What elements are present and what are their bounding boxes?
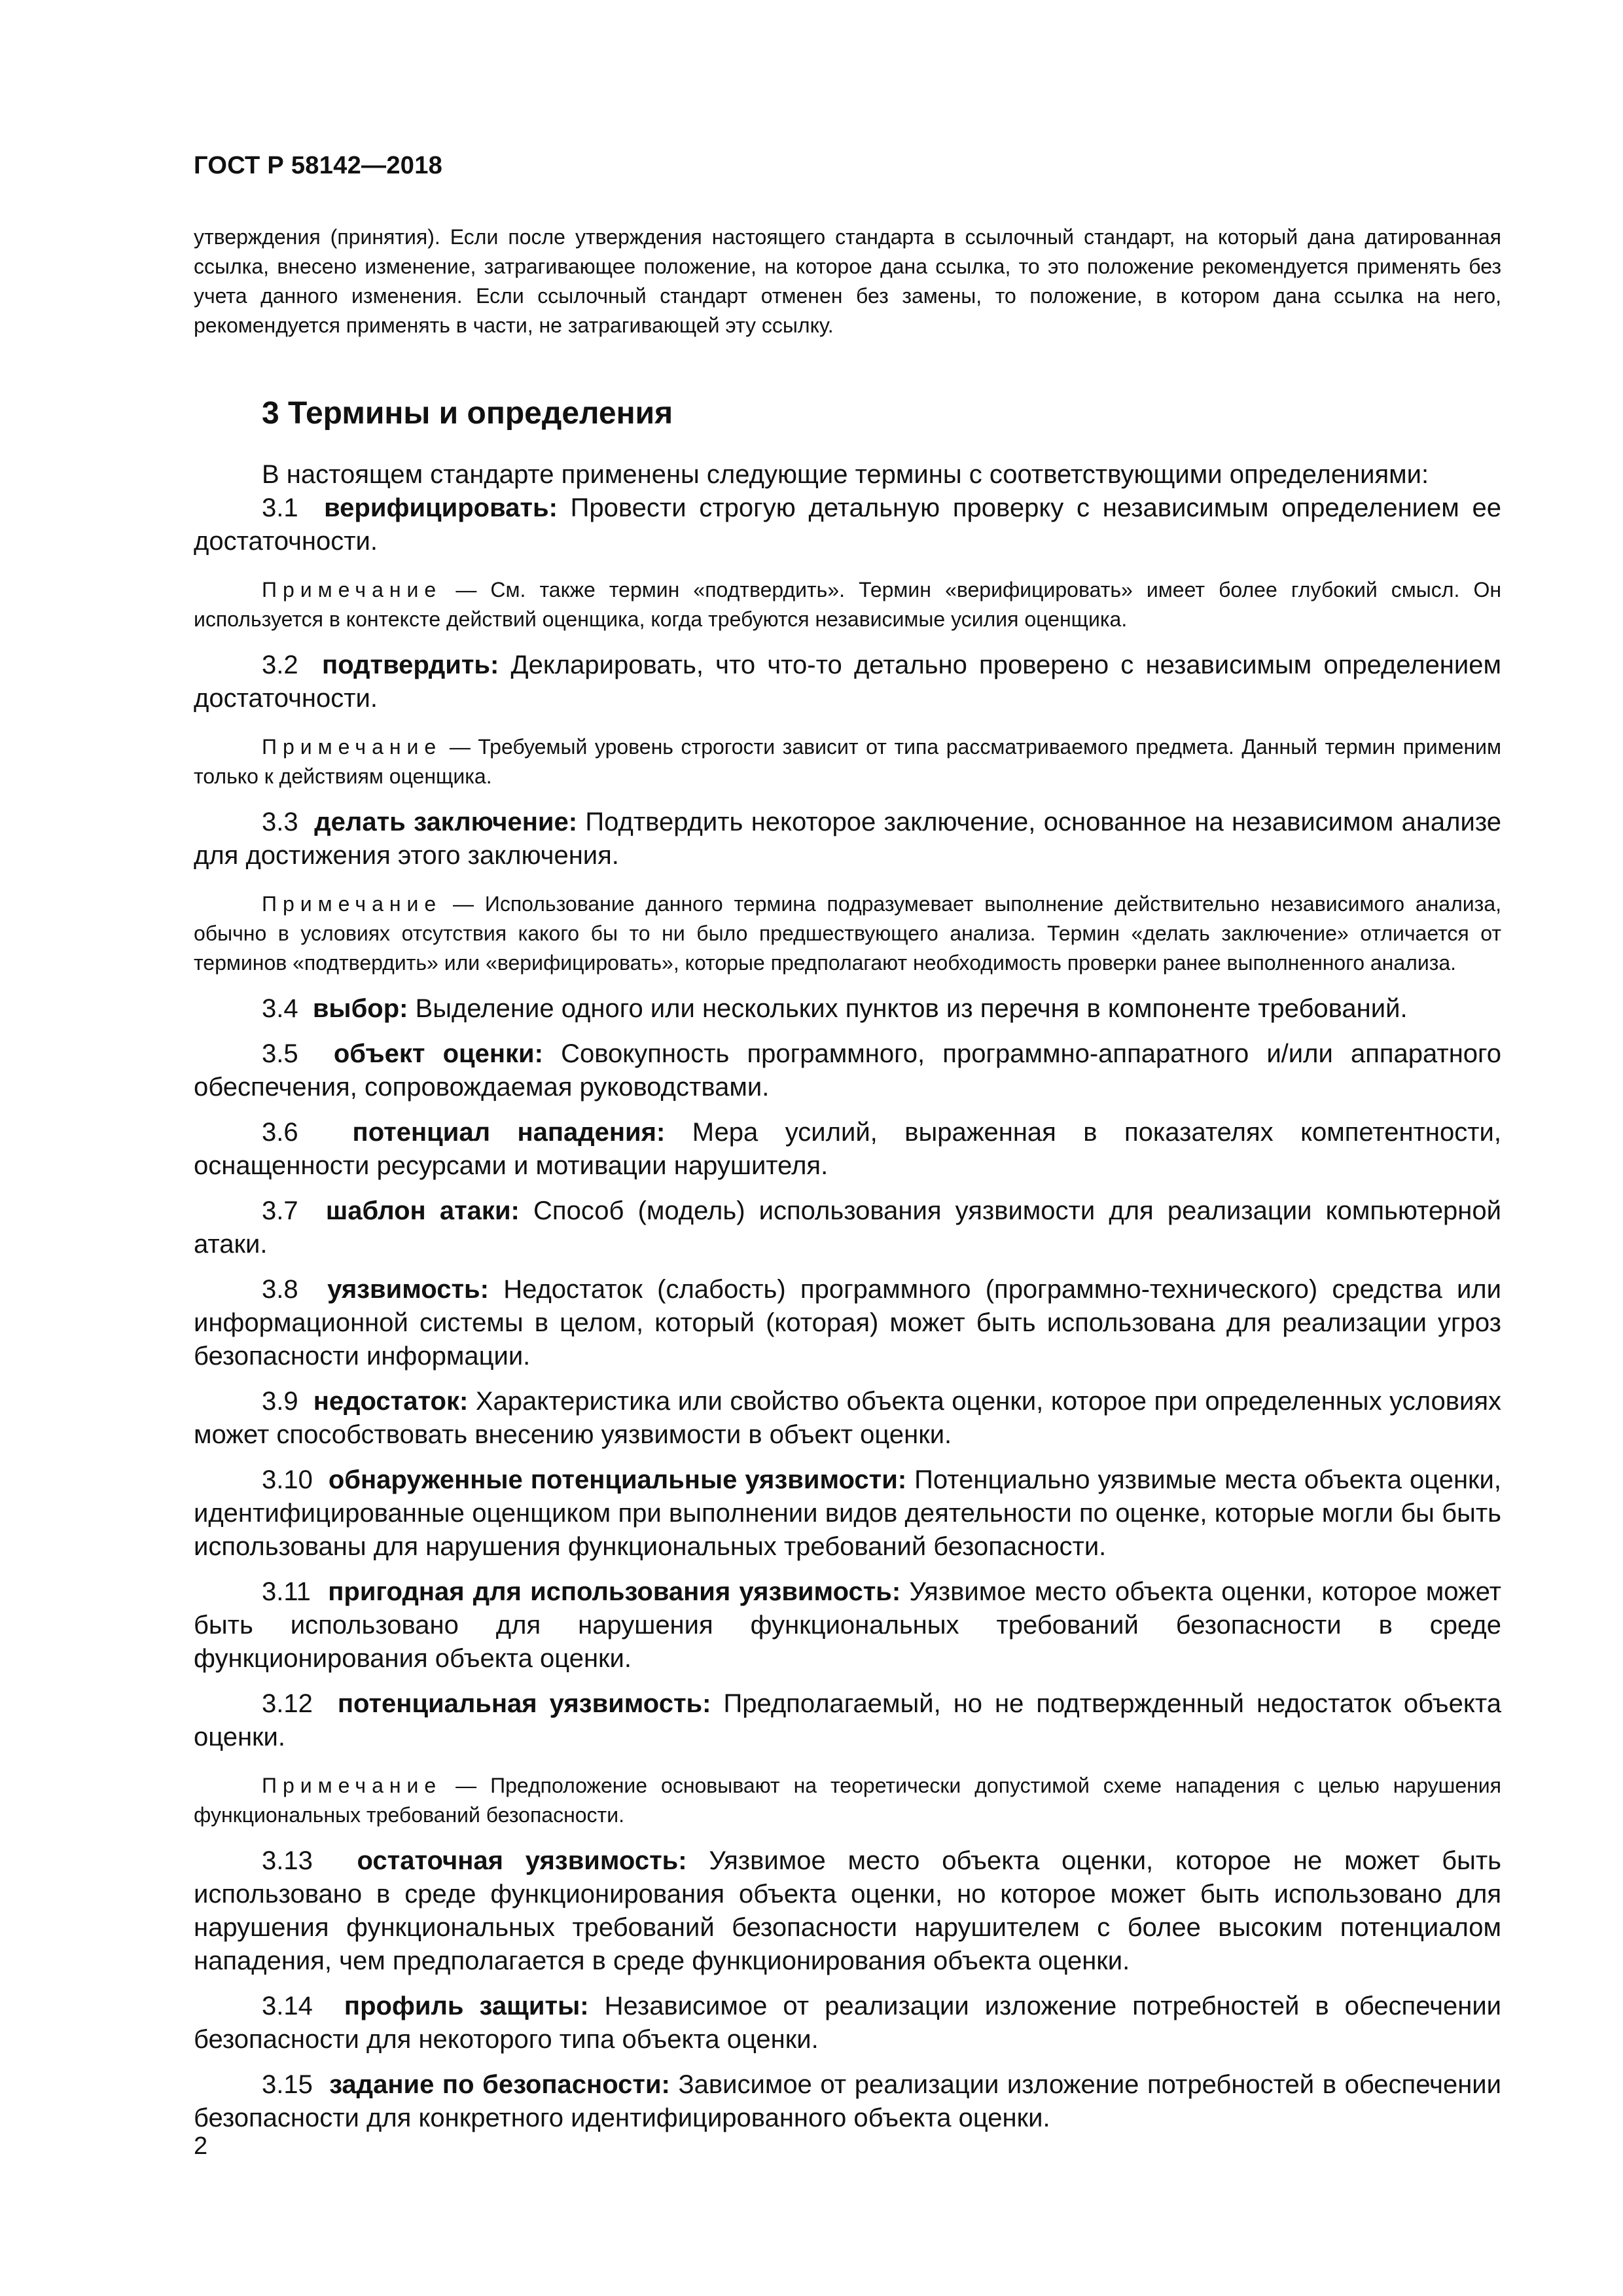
term-name: недостаток:: [313, 1387, 469, 1416]
term-entry: [194, 1116, 1501, 1183]
term-entry: [194, 2068, 1501, 2135]
term-definition: Потенциально уязвимые места объекта оценки, идентифицированные оценщиком при выполнении видов деятельности по оценке, которые могли бы быть использованы для нарушения функциональных требований безопасности.: [194, 1465, 1502, 1561]
note-label: Примечание: [262, 1774, 442, 1797]
term-name: остаточная уязвимость:: [357, 1846, 687, 1875]
term-name: подтвердить:: [322, 651, 499, 679]
term-number: 3.12: [262, 1689, 313, 1718]
term-number: 3.3: [262, 808, 298, 836]
term-definition: Предполагаемый, но не подтвержденный недостаток объекта оценки.: [194, 1689, 1501, 1751]
term-name: потенциал нападения:: [352, 1118, 666, 1147]
term-name: профиль защиты:: [344, 1992, 589, 2020]
page-number: 2: [194, 2132, 208, 2160]
term-definition: Провести строгую детальную проверку с независимым определением ее достаточности.: [194, 493, 1502, 556]
term-number: 3.2: [262, 651, 298, 679]
term-name: верифицировать:: [324, 493, 558, 522]
term-entry: [194, 1990, 1501, 2056]
term-entry: [194, 492, 1501, 558]
term-number: 3.13: [262, 1846, 313, 1875]
term-definition: Уязвимое место объекта оценки, которое не может быть использовано в среде функционирования объекта оценки, но которое может быть использовано для нарушения функциональных требований безопасности нарушителем с более высоким потенциалом нападения, чем предполагается в среде функционирования объекта оценки.: [194, 1846, 1501, 1975]
term-definition: Уязвимое место объекта оценки, которое может быть использовано для нарушения функциональных требований безопасности в среде функционирования объекта оценки.: [194, 1577, 1502, 1673]
note: [194, 732, 1501, 791]
term-number: 3.5: [262, 1039, 298, 1068]
term-name: пригодная для использования уязвимость:: [328, 1577, 901, 1606]
term-name: обнаруженные потенциальные уязвимости:: [328, 1465, 907, 1494]
note-label: Примечание: [262, 578, 442, 601]
term-entry: [194, 1194, 1501, 1261]
term-entry: [194, 1687, 1501, 1754]
term-definition: Декларировать, что что-то детально проверено с независимым определением достаточности.: [194, 651, 1501, 713]
intro-paragraph: утверждения (принятия). Если после утверждения настоящего стандарта в ссылочный стандарт, на который дана датированная ссылка, внесено изменение, затрагивающее положение, на которое дана ссылка, то это положение рекомендуется применять без учета данного изменения. Если ссылочный стандарт отменен без замены, то положение, в котором дана ссылка на него, рекомендуется применять в части, не затрагивающей эту ссылку.: [194, 225, 1501, 337]
note: [194, 889, 1501, 978]
term-name: задание по безопасности:: [329, 2070, 670, 2099]
note-label: Примечание: [262, 892, 442, 916]
term-definition: Характеристика или свойство объекта оценки, которое при определенных условиях может способствовать внесению уязвимости в объект оценки.: [194, 1387, 1501, 1449]
section-lead: В настоящем стандарте применены следующие термины с соответствующими определениями:: [262, 460, 1429, 489]
term-entry: [194, 1273, 1501, 1373]
term-number: 3.4: [262, 994, 298, 1023]
term-number: 3.6: [262, 1118, 298, 1147]
term-number: 3.10: [262, 1465, 313, 1494]
term-number: 3.14: [262, 1992, 313, 2020]
note-text: — Предположение основывают на теоретически допустимой схеме нападения с целью нарушения функциональных требований безопасности.: [194, 1774, 1502, 1827]
term-entry: [194, 806, 1501, 872]
term-definition: Совокупность программного, программно-аппаратного и/или аппаратного обеспечения, сопровождаемая руководствами.: [194, 1039, 1501, 1102]
term-definition: Мера усилий, выраженная в показателях компетентности, оснащенности ресурсами и мотивации нарушителя.: [194, 1118, 1501, 1180]
section-body: [194, 458, 1501, 2135]
section-title: 3 Термины и определения: [262, 396, 673, 431]
note: [194, 1771, 1501, 1830]
term-name: делать заключение:: [314, 808, 578, 836]
term-entry: [194, 1575, 1501, 1676]
term-number: 3.11: [262, 1577, 311, 1606]
term-name: выбор:: [312, 994, 408, 1023]
term-entry: [194, 1844, 1501, 1978]
term-entry: [194, 1037, 1501, 1104]
term-name: уязвимость:: [327, 1275, 489, 1304]
term-number: 3.1: [262, 493, 298, 522]
note: [194, 575, 1501, 634]
note-text: — Требуемый уровень строгости зависит от типа рассматриваемого предмета. Данный термин применим только к действиям оценщика.: [194, 735, 1501, 788]
term-number: 3.7: [262, 1196, 298, 1225]
term-name: потенциальная уязвимость:: [337, 1689, 711, 1718]
term-number: 3.9: [262, 1387, 298, 1416]
term-name: объект оценки:: [333, 1039, 543, 1068]
term-name: шаблон атаки:: [325, 1196, 520, 1225]
note-label: Примечание: [262, 735, 442, 759]
note-text: — См. также термин «подтвердить». Термин «верифицировать» имеет более глубокий смысл. Он используется в контексте действий оценщика, когда требуются независимые усилия оценщика.: [194, 578, 1502, 631]
term-entry: [194, 1385, 1501, 1452]
term-definition: Независимое от реализации изложение потребностей в обеспечении безопасности для некоторого типа объекта оценки.: [194, 1992, 1502, 2054]
term-number: 3.15: [262, 2070, 313, 2099]
term-entry: [194, 1463, 1501, 1564]
term-definition: Недостаток (слабость) программного (программно-технического) средства или информационной системы в целом, который (которая) может быть использована для реализации угроз безопасности информации.: [194, 1275, 1501, 1371]
term-definition: Зависимое от реализации изложение потребностей в обеспечении безопасности для конкретного идентифицированного объекта оценки.: [194, 2070, 1501, 2132]
note-text: — Использование данного термина подразумевает выполнение действительно независимого анализа, обычно в условиях отсутствия какого бы то ни было предшествующего анализа. Термин «делать заключение» отличается от терминов «подтвердить» или «верифицировать», которые предполагают необходимость проверки ранее выполненного анализа.: [194, 892, 1502, 975]
standard-header: ГОСТ Р 58142—2018: [194, 152, 443, 179]
term-entry: [194, 992, 1501, 1026]
term-entry: [194, 649, 1501, 715]
term-definition: Выделение одного или нескольких пунктов из перечня в компоненте требований.: [415, 994, 1408, 1023]
term-definition: Подтвердить некоторое заключение, основанное на независимом анализе для достижения этого заключения.: [194, 808, 1502, 870]
term-number: 3.8: [262, 1275, 298, 1304]
term-definition: Способ (модель) использования уязвимости для реализации компьютерной атаки.: [194, 1196, 1501, 1259]
